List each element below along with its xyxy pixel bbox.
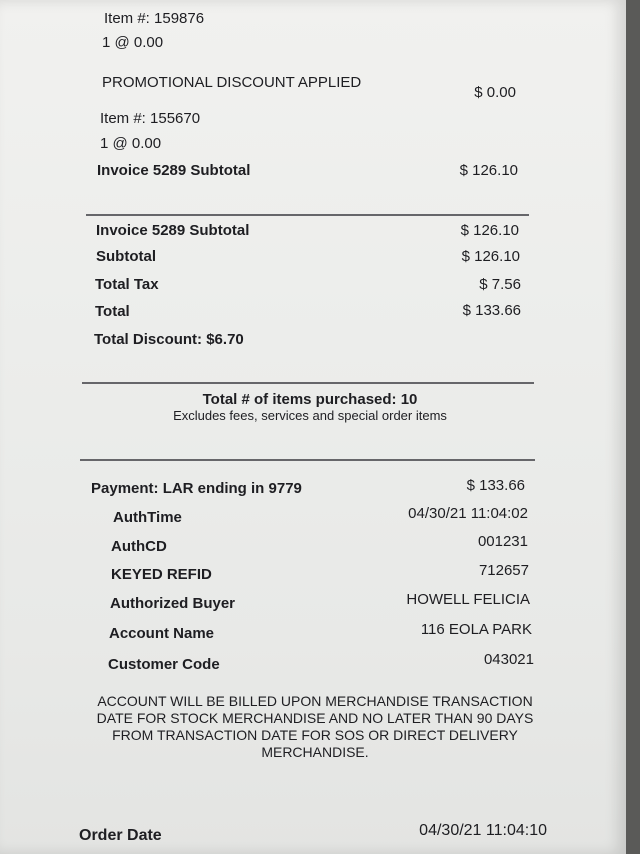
divider [86,214,529,216]
detail-value: 043021 [483,651,534,668]
items-count-title: Total # of items purchased: 10 [202,391,418,408]
item-qty-price: 1 @ 0.00 [100,135,162,152]
detail-value: 001231 [477,533,528,550]
detail-label: AuthTime [113,509,182,526]
item-number: Item #: 159876 [104,10,205,27]
item-number: Item #: 155670 [100,110,201,127]
invoice-subtotal-value: $ 126.10 [459,162,518,179]
billing-notice [90,693,540,761]
items-count-subtitle: Excludes fees, services and special order items [173,408,447,423]
totals-label: Invoice 5289 Subtotal [96,222,250,239]
totals-label: Total Tax [95,276,159,293]
notice-line: DATE FOR STOCK MERCHANDISE AND NO LATER THAN 90 DAYS [96,710,534,726]
notice-line: FROM TRANSACTION DATE FOR SOS OR DIRECT DELIVERY [112,727,518,743]
detail-label: KEYED REFID [111,566,212,583]
divider [82,382,534,384]
detail-label: Account Name [109,625,215,642]
detail-label: AuthCD [111,538,167,555]
totals-value: $ 7.56 [479,276,521,293]
detail-label: Customer Code [108,656,220,673]
detail-value: 04/30/21 11:04:02 [408,505,528,522]
item-qty-price: 1 @ 0.00 [102,34,164,51]
notice-line: MERCHANDISE. [261,744,369,760]
order-date-value: 04/30/21 11:04:10 [419,822,547,839]
detail-value: 116 EOLA PARK [420,621,532,638]
totals-label: Subtotal [96,248,156,265]
promo-label: PROMOTIONAL DISCOUNT APPLIED [102,74,362,91]
invoice-subtotal-label: Invoice 5289 Subtotal [97,162,251,179]
total-discount: Total Discount: $6.70 [94,331,244,348]
notice-line: ACCOUNT WILL BE BILLED UPON MERCHANDISE TRANSACTION [97,693,533,709]
promo-amount: $ 0.00 [474,84,516,101]
totals-value: $ 126.10 [460,222,519,239]
detail-value: HOWELL FELICIA [406,591,530,608]
totals-label: Total [95,303,130,320]
divider [80,459,535,461]
detail-value: 712657 [478,562,529,579]
order-date-label: Order Date [79,827,162,844]
totals-value: $ 133.66 [462,302,521,319]
detail-label: Authorized Buyer [110,595,236,612]
totals-value: $ 126.10 [461,248,520,265]
payment-amount: $ 133.66 [466,477,525,494]
payment-label: Payment: LAR ending in 9779 [91,480,302,497]
